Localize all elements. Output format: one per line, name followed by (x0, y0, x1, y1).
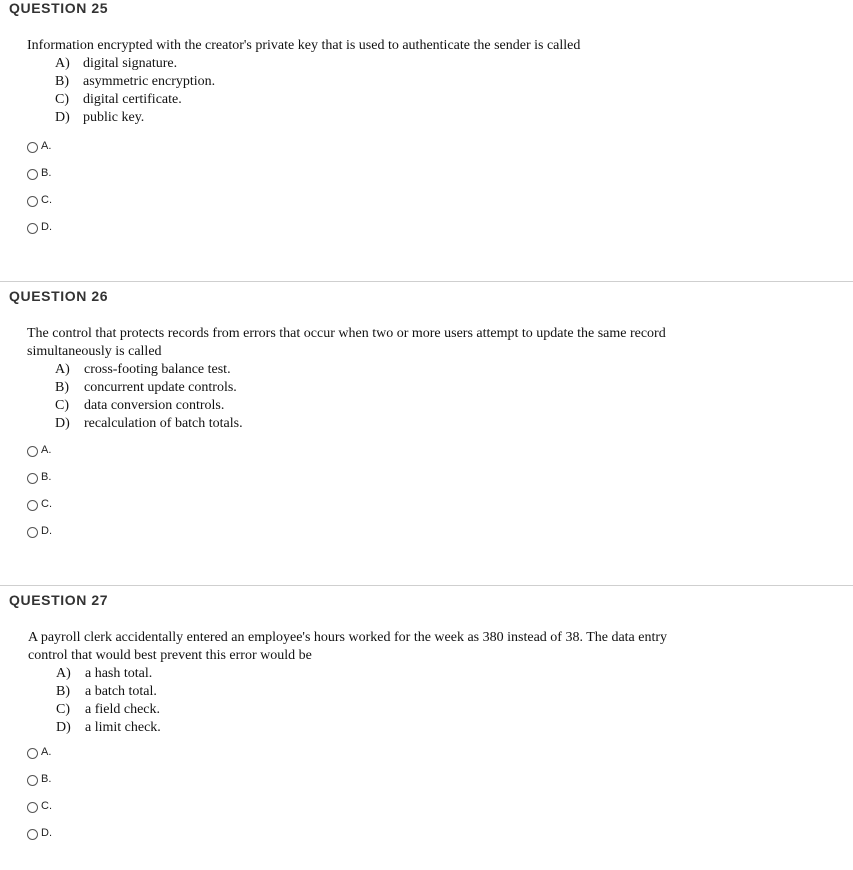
choice-letter: A) (56, 666, 71, 681)
radio-button[interactable] (27, 196, 38, 207)
choice-letter: C) (56, 702, 70, 717)
answer-choice (55, 415, 717, 433)
option-label[interactable]: D. (41, 221, 52, 233)
option-label[interactable]: A. (41, 444, 52, 456)
section-divider (0, 281, 853, 282)
option-c[interactable] (27, 498, 52, 525)
answer-options (27, 746, 52, 854)
answer-choice (55, 109, 667, 127)
answer-choice (55, 397, 717, 415)
option-label[interactable]: A. (41, 140, 52, 152)
option-a[interactable] (27, 746, 52, 773)
choice-text: public key. (83, 110, 145, 125)
choice-letter: D) (55, 416, 70, 431)
choice-text: digital signature. (83, 56, 178, 71)
choice-letter: A) (55, 362, 70, 377)
answer-choice (56, 665, 708, 683)
question-header: QUESTION 26 (9, 288, 109, 304)
answer-choice (55, 55, 667, 73)
option-b[interactable] (27, 167, 52, 194)
radio-button[interactable] (27, 748, 38, 759)
option-a[interactable] (27, 140, 52, 167)
choice-text: recalculation of batch totals. (84, 416, 243, 431)
choice-letter: B) (55, 380, 69, 395)
radio-button[interactable] (27, 829, 38, 840)
option-label[interactable]: D. (41, 525, 52, 537)
section-divider (0, 585, 853, 586)
radio-button[interactable] (27, 775, 38, 786)
choice-text: digital certificate. (83, 92, 182, 107)
option-a[interactable] (27, 444, 52, 471)
option-label[interactable]: B. (41, 773, 52, 785)
option-label[interactable]: C. (41, 498, 52, 510)
radio-button[interactable] (27, 142, 38, 153)
choice-text: a limit check. (85, 720, 161, 735)
choice-letter: D) (56, 720, 71, 735)
option-b[interactable] (27, 471, 52, 498)
choice-text: cross-footing balance test. (84, 362, 231, 377)
option-c[interactable] (27, 194, 52, 221)
answer-choice (56, 683, 708, 701)
answer-options (27, 140, 52, 248)
radio-button[interactable] (27, 527, 38, 538)
radio-button[interactable] (27, 473, 38, 484)
radio-button[interactable] (27, 169, 38, 180)
question-body (27, 37, 667, 127)
question-stem: A payroll clerk accidentally entered an employee's hours worked for the week as 380 instead of 38. The data entry control that would best prevent this error would be (28, 630, 668, 663)
answer-choice (55, 73, 667, 91)
option-d[interactable] (27, 525, 52, 552)
option-b[interactable] (27, 773, 52, 800)
option-label[interactable]: C. (41, 194, 52, 206)
answer-choice (56, 719, 708, 737)
choice-letter: B) (56, 684, 70, 699)
choice-text: a field check. (85, 702, 161, 717)
option-label[interactable]: D. (41, 827, 52, 839)
answer-choice (55, 361, 717, 379)
question-header: QUESTION 27 (9, 592, 109, 608)
question-body (27, 325, 717, 433)
choice-text: a hash total. (85, 666, 153, 681)
answer-choice-list (28, 665, 708, 737)
choice-letter: B) (55, 74, 69, 89)
radio-button[interactable] (27, 223, 38, 234)
radio-button[interactable] (27, 500, 38, 511)
choice-text: data conversion controls. (84, 398, 225, 413)
question-stem: Information encrypted with the creator's private key that is used to authenticate the sender is called (27, 38, 581, 53)
answer-choice (55, 379, 717, 397)
option-label[interactable]: A. (41, 746, 52, 758)
choice-letter: D) (55, 110, 70, 125)
option-d[interactable] (27, 221, 52, 248)
answer-options (27, 444, 52, 552)
radio-button[interactable] (27, 446, 38, 457)
answer-choice-list (27, 361, 717, 433)
choice-letter: C) (55, 398, 69, 413)
question-body (28, 629, 708, 737)
answer-choice-list (27, 55, 667, 127)
option-label[interactable]: C. (41, 800, 52, 812)
answer-choice (56, 701, 708, 719)
choice-letter: A) (55, 56, 70, 71)
choice-text: concurrent update controls. (84, 380, 237, 395)
choice-text: a batch total. (85, 684, 157, 699)
choice-text: asymmetric encryption. (83, 74, 216, 89)
radio-button[interactable] (27, 802, 38, 813)
question-header: QUESTION 25 (9, 0, 109, 16)
option-label[interactable]: B. (41, 167, 52, 179)
option-c[interactable] (27, 800, 52, 827)
question-stem: The control that protects records from errors that occur when two or more users attempt to update the same record simultaneously is called (27, 326, 666, 359)
answer-choice (55, 91, 667, 109)
option-d[interactable] (27, 827, 52, 854)
option-label[interactable]: B. (41, 471, 52, 483)
choice-letter: C) (55, 92, 69, 107)
